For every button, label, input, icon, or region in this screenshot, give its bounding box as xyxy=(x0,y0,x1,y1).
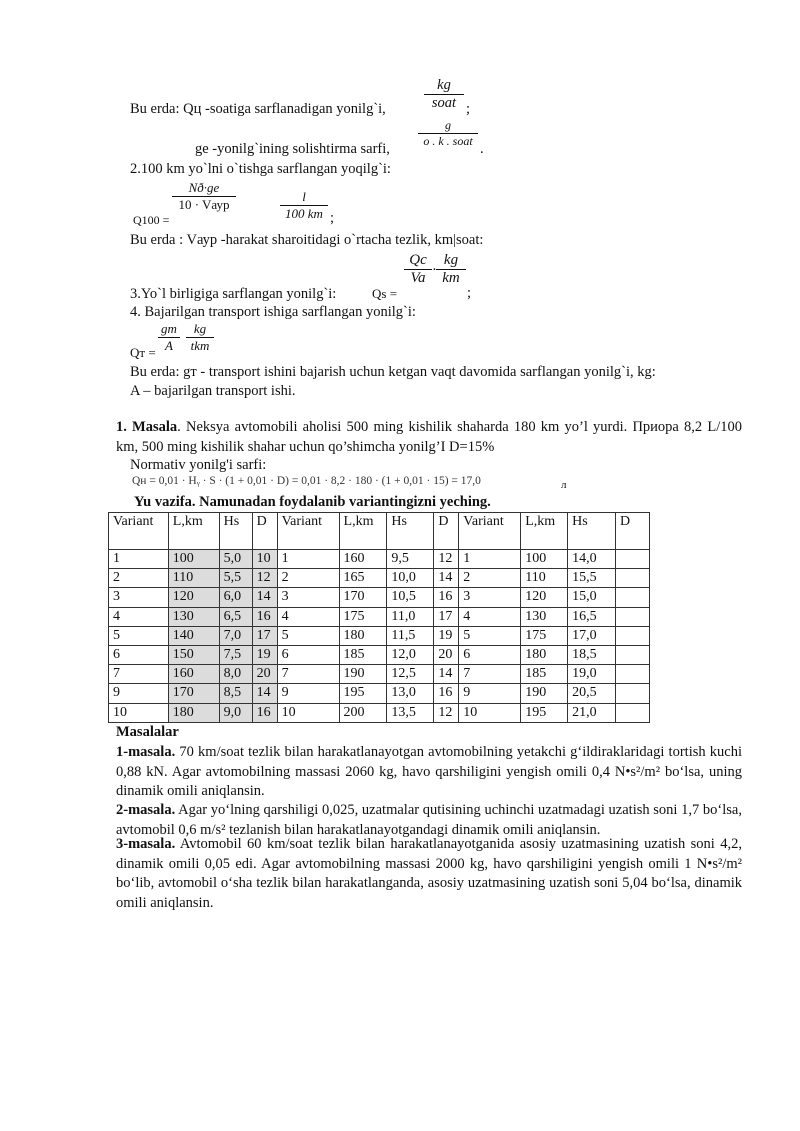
table-cell: 160 xyxy=(339,550,387,569)
table-cell: 12 xyxy=(252,569,277,588)
variant-table xyxy=(108,512,650,723)
q100-fraction: Nð·gе 10 · Vаур xyxy=(172,180,236,213)
table-cell: 11,5 xyxy=(387,626,434,645)
table-cell: 16 xyxy=(252,607,277,626)
item-4-heading: 4. Bajarilgan transport ishiga sarflangan yonilg`i: xyxy=(130,304,416,320)
qt-label: Qт = xyxy=(130,345,156,360)
table-cell: 100 xyxy=(168,550,219,569)
table-cell: 180 xyxy=(339,626,387,645)
table-cell: 5 xyxy=(459,626,521,645)
table-header-cell: Hs xyxy=(387,513,434,550)
table-cell: 1 xyxy=(109,550,169,569)
table-cell: 9 xyxy=(277,684,339,703)
table-row xyxy=(109,684,650,703)
table-cell xyxy=(616,607,650,626)
table-cell: 19 xyxy=(252,645,277,664)
table-cell: 140 xyxy=(168,626,219,645)
item-3-heading: 3.Yo`l birligiga sarflangan yonilg`i: xyxy=(130,286,337,302)
table-cell: 16 xyxy=(434,588,459,607)
normativ-label: Normativ yonilg'i sarfi: xyxy=(130,457,267,473)
table-header-cell: D xyxy=(616,513,650,550)
table-header-cell: L,km xyxy=(339,513,387,550)
masalalar-heading: Masalalar xyxy=(116,724,179,740)
table-row xyxy=(109,550,650,569)
table-cell: 10 xyxy=(459,703,521,722)
table-header-cell: Variant xyxy=(277,513,339,550)
table-cell: 15,0 xyxy=(568,588,616,607)
table-cell: 9,5 xyxy=(387,550,434,569)
table-cell: 130 xyxy=(521,607,568,626)
table-cell: 15,5 xyxy=(568,569,616,588)
table-cell: 9 xyxy=(109,684,169,703)
table-cell: 175 xyxy=(339,607,387,626)
table-cell: 4 xyxy=(277,607,339,626)
table-row xyxy=(109,588,650,607)
table-cell: 13,0 xyxy=(387,684,434,703)
table-cell: 13,5 xyxy=(387,703,434,722)
table-row xyxy=(109,665,650,684)
table-cell: 19,0 xyxy=(568,665,616,684)
table-row xyxy=(109,569,650,588)
table-cell: 120 xyxy=(521,588,568,607)
dot-operator: · xyxy=(432,262,437,278)
table-header-cell: Variant xyxy=(109,513,169,550)
q100-unit-fraction: $\frac{l}{100 km}$ xyxy=(280,189,328,222)
table-cell: 195 xyxy=(339,684,387,703)
qs-fraction: $\frac{Qc}{Va}$ xyxy=(404,252,432,287)
table-cell: 9 xyxy=(459,684,521,703)
gt-definition: Bu erda: gт - transport ishini bajarish uchun ketgan vaqt davomida sarflangan yonilg`i, kg: xyxy=(130,364,656,380)
table-header-cell: Hs xyxy=(219,513,252,550)
table-cell: 200 xyxy=(339,703,387,722)
table-cell: 120 xyxy=(168,588,219,607)
table-cell: 160 xyxy=(168,665,219,684)
table-cell: 165 xyxy=(339,569,387,588)
vayr-definition: Bu erda : Vаур -harakat sharoitidagi o`rtacha tezlik, km|soat: xyxy=(130,232,484,248)
qt-unit-fraction: kg tkm xyxy=(186,321,214,354)
table-cell: 12,5 xyxy=(387,665,434,684)
ge-unit-fraction: g o . k . soat xyxy=(418,118,478,149)
table-cell: 100 xyxy=(521,550,568,569)
table-cell xyxy=(616,569,650,588)
table-cell: 130 xyxy=(168,607,219,626)
table-cell: 14 xyxy=(252,684,277,703)
table-cell: 5 xyxy=(109,626,169,645)
problem-1-title: 1-masala. xyxy=(116,744,176,760)
semicolon: ; xyxy=(466,101,471,117)
normativ-calculation: Qн = 0,01 · Hᵧ · S · (1 + 0,01 · D) = 0,01 · 8,2 · 180 · (1 + 0,01 · 15) = 17,0 xyxy=(132,475,481,487)
qc-unit-fraction: kg soat xyxy=(424,77,464,112)
table-cell: 5 xyxy=(277,626,339,645)
table-header-cell: D xyxy=(434,513,459,550)
table-cell: 21,0 xyxy=(568,703,616,722)
table-cell: 17 xyxy=(434,607,459,626)
table-cell: 1 xyxy=(277,550,339,569)
table-cell xyxy=(616,588,650,607)
table-header-cell: Hs xyxy=(568,513,616,550)
table-cell: 16 xyxy=(434,684,459,703)
table-cell: 8,5 xyxy=(219,684,252,703)
table-cell: 12 xyxy=(434,703,459,722)
masala-1-problem xyxy=(116,743,742,802)
semicolon: ; xyxy=(330,210,335,226)
table-cell: 16 xyxy=(252,703,277,722)
table-cell: 7 xyxy=(109,665,169,684)
masala-1-text: . Neksya avtomobili aholisi 500 ming kishilik shaharda 180 km yo’l yurdi. Приора 8,2 L/100 km, 500 ming kishilik shahar uchun qo’shimcha yonilg’I D=15% xyxy=(116,419,742,455)
table-cell: 170 xyxy=(168,684,219,703)
table-header-cell: D xyxy=(252,513,277,550)
table-cell xyxy=(616,550,650,569)
table-cell: 110 xyxy=(521,569,568,588)
table-cell: 14 xyxy=(434,665,459,684)
table-row xyxy=(109,645,650,664)
table-cell: 6,0 xyxy=(219,588,252,607)
masala-1-paragraph xyxy=(116,418,742,457)
table-cell: 185 xyxy=(339,645,387,664)
table-cell: 18,5 xyxy=(568,645,616,664)
table-cell: 175 xyxy=(521,626,568,645)
table-cell: 20 xyxy=(434,645,459,664)
table-cell: 10,5 xyxy=(387,588,434,607)
table-cell: 6 xyxy=(109,645,169,664)
table-cell: 17,0 xyxy=(568,626,616,645)
qs-unit-fraction: $\frac{kg}{km}$ xyxy=(436,252,466,287)
semicolon: ; xyxy=(467,285,472,301)
qs-label: Qs = xyxy=(372,286,398,301)
table-cell xyxy=(616,703,650,722)
masala-3-problem xyxy=(116,835,742,913)
table-cell: 16,5 xyxy=(568,607,616,626)
table-cell: 7 xyxy=(277,665,339,684)
masala-1-title: 1. Masala xyxy=(116,419,178,435)
table-cell: 7,5 xyxy=(219,645,252,664)
table-row xyxy=(109,607,650,626)
table-cell: 5,0 xyxy=(219,550,252,569)
qc-definition: Bu erda: Qц -soatiga sarflanadigan yonilg`i, xyxy=(130,101,386,117)
table-cell: 190 xyxy=(521,684,568,703)
table-cell: 180 xyxy=(168,703,219,722)
table-cell: 5,5 xyxy=(219,569,252,588)
table-cell xyxy=(616,684,650,703)
table-cell: 2 xyxy=(109,569,169,588)
table-cell: 170 xyxy=(339,588,387,607)
table-cell: 7,0 xyxy=(219,626,252,645)
table-cell: 180 xyxy=(521,645,568,664)
table-cell: 10 xyxy=(277,703,339,722)
table-cell: 110 xyxy=(168,569,219,588)
table-cell: 6 xyxy=(459,645,521,664)
table-cell: 10 xyxy=(109,703,169,722)
table-cell: 2 xyxy=(459,569,521,588)
table-cell: 10,0 xyxy=(387,569,434,588)
table-cell: 3 xyxy=(277,588,339,607)
table-cell: 6,5 xyxy=(219,607,252,626)
normativ-unit: л xyxy=(561,479,567,491)
table-cell: 150 xyxy=(168,645,219,664)
table-cell: 4 xyxy=(459,607,521,626)
table-cell: 14 xyxy=(434,569,459,588)
table-cell: 17 xyxy=(252,626,277,645)
table-cell: 12 xyxy=(434,550,459,569)
table-cell: 2 xyxy=(277,569,339,588)
table-row xyxy=(109,626,650,645)
a-definition: A – bajarilgan transport ishi. xyxy=(130,383,296,399)
table-header-row xyxy=(109,513,650,550)
table-header-cell: L,km xyxy=(521,513,568,550)
table-cell: 8,0 xyxy=(219,665,252,684)
table-cell: 9,0 xyxy=(219,703,252,722)
table-cell: 20,5 xyxy=(568,684,616,703)
table-cell: 185 xyxy=(521,665,568,684)
item-2-heading: 2.100 km yo`lni o`tishga sarflangan yoqilg`i: xyxy=(130,161,391,177)
problem-1-text: 70 km/soat tezlik bilan harakatlanayotgan avtomobilning yetakchi g‘ildiraklaridagi tortish kuchi 0,88 kN. Agar avtomobilning massasi 2060 kg, havo qarshiligini yengish omili 0,4 N•s²/m² bo‘lsa, uning dinamik omili aniqlansin. xyxy=(116,744,742,799)
task-title: Yu vazifa. Namunadan foydalanib variantingizni yeching. xyxy=(134,494,491,510)
ge-definition: gе -yonilg`ining solishtirma sarfi, xyxy=(195,141,390,157)
table-cell xyxy=(616,626,650,645)
table-cell: 1 xyxy=(459,550,521,569)
problem-3-text: Avtomobil 60 km/soat tezlik bilan harakatlanayotganida asosiy uzatmasining uzatish soni 4,2, dinamik omili 0,05 edi. Agar avtomobilning massasi 2000 kg, havo qarshiligini yengish omili 1 N•s²/m² bo‘lib, avtomobil o‘sha tezlik bilan harakatlanganda, asosiy uzatmasining uzatish soni 5,04 bo‘lsa, dinamik omili aniqlansin. xyxy=(116,836,742,911)
table-cell: 11,0 xyxy=(387,607,434,626)
table-cell xyxy=(616,645,650,664)
table-header-cell: Variant xyxy=(459,513,521,550)
table-cell: 14 xyxy=(252,588,277,607)
table-cell: 3 xyxy=(459,588,521,607)
table-cell: 20 xyxy=(252,665,277,684)
table-cell: 190 xyxy=(339,665,387,684)
problem-3-title: 3-masala. xyxy=(116,836,176,852)
table-cell: 14,0 xyxy=(568,550,616,569)
table-cell xyxy=(616,665,650,684)
table-cell: 4 xyxy=(109,607,169,626)
table-cell: 6 xyxy=(277,645,339,664)
table-cell: 10 xyxy=(252,550,277,569)
table-cell: 19 xyxy=(434,626,459,645)
table-cell: 3 xyxy=(109,588,169,607)
q100-label: Q100 = xyxy=(133,213,170,227)
table-cell: 195 xyxy=(521,703,568,722)
table-cell: 12,0 xyxy=(387,645,434,664)
table-cell: 7 xyxy=(459,665,521,684)
problem-2-title: 2-masala. xyxy=(116,802,176,818)
period: . xyxy=(480,141,484,157)
table-row xyxy=(109,703,650,722)
problem-2-text: Agar yo‘lning qarshiligi 0,025, uzatmalar qutisining uchinchi uzatmadagi uzatish soni 1,7 bo‘lsa, avtomobil 0,6 m/s² tezlanish bilan harakatlanayotgandagi dinamik omili aniqlansin. xyxy=(116,802,742,838)
qt-fraction: $\frac{gm}{A}$ xyxy=(158,321,180,354)
table-header-cell: L,km xyxy=(168,513,219,550)
